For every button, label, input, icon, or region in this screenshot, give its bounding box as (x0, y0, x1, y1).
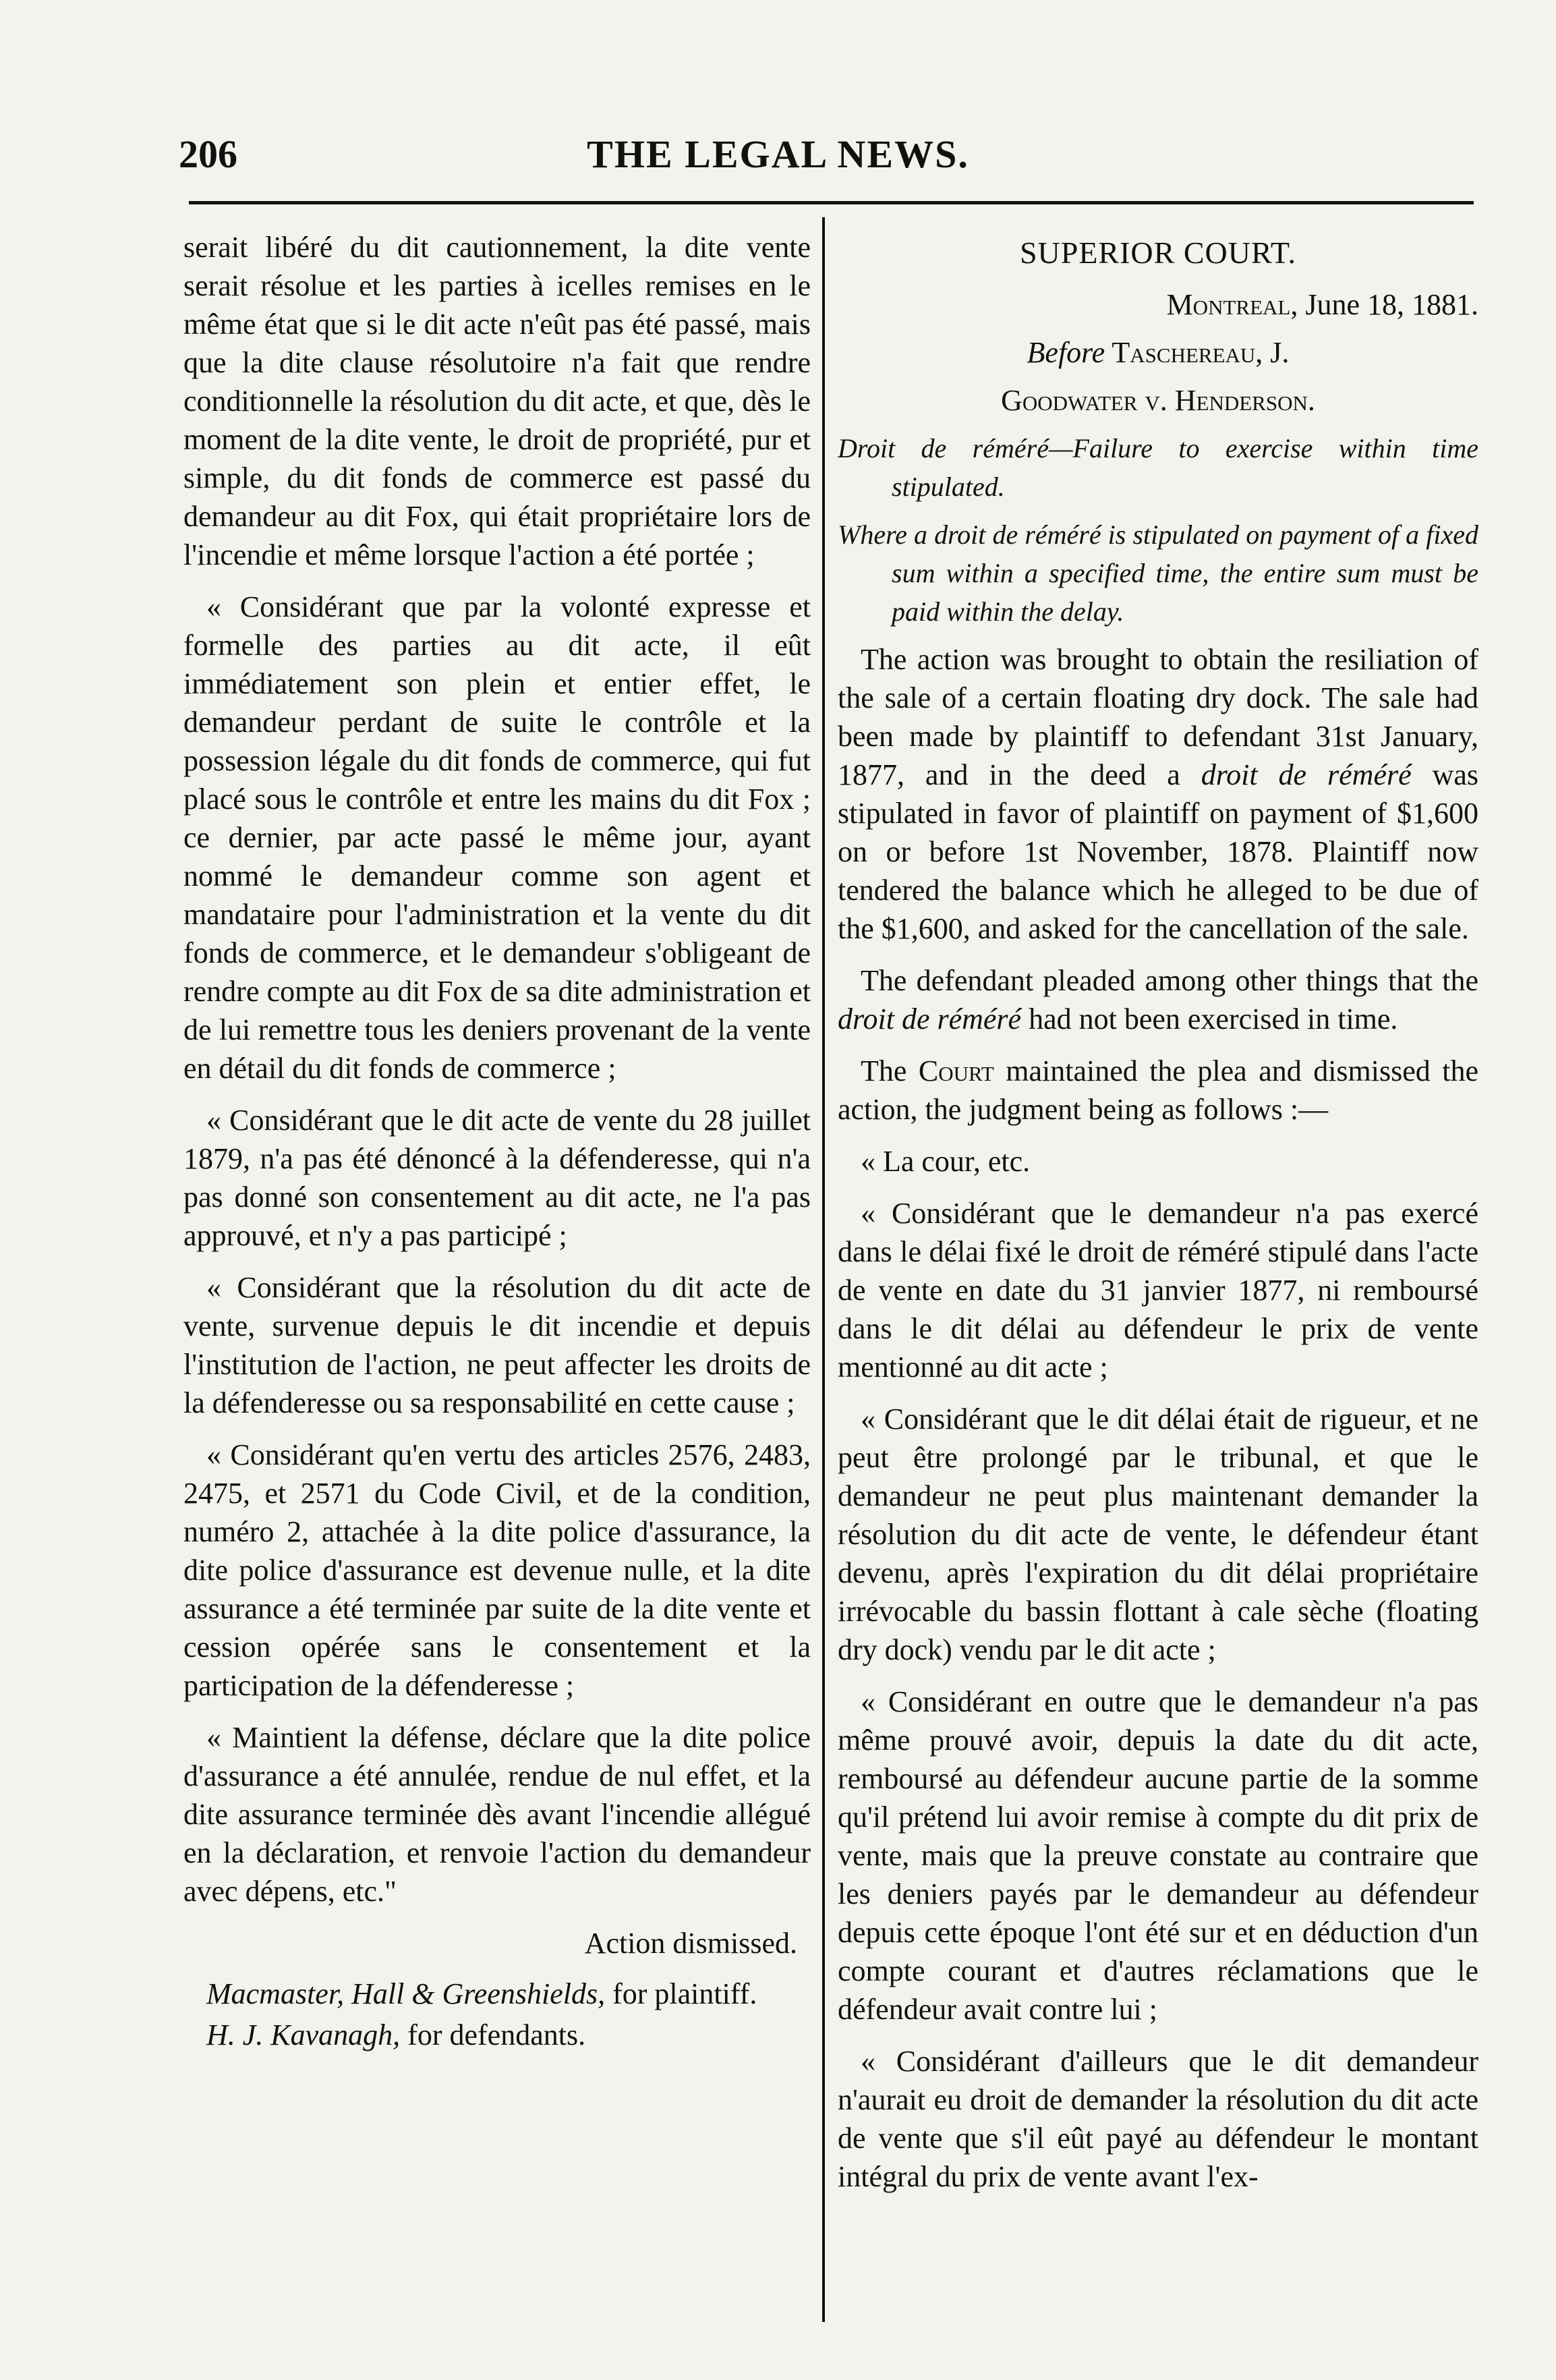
headnote: Droit de réméré—Failure to exercise within time stipulated. (838, 433, 1478, 502)
judge-name: Taschereau, J. (1105, 336, 1290, 369)
left-column (183, 228, 811, 2057)
counsel-names: H. J. Kavanagh, (206, 2018, 401, 2051)
right-column (838, 228, 1478, 2209)
paragraph: « Considérant en outre que le demandeur n'a pas même prouvé avoir, depuis la date du dit acte, remboursé au défendeur aucune partie de la somme qu'il prétend lui avoir remise à compte du dit prix de vente, mais que la preuve constate au contraire que les deniers payés par le demandeur au défendeur depuis cette époque l'ont été sur et en déduction d'un compte courant et d'autres réclamations que le défendeur avait contre lui ; (838, 1685, 1478, 2026)
judge-line (838, 333, 1478, 372)
disposition: Action dismissed. (584, 1927, 797, 1960)
paragraph: « La cour, etc. (861, 1145, 1031, 1178)
text-run: had not been exercised in time. (1021, 1002, 1398, 1036)
text-run: Court (918, 1054, 994, 1087)
paragraph: « Considérant que le demandeur n'a pas exercé dans le délai fixé le droit de réméré stipulé dans l'acte de vente en date du 31 janvier 1877, ni remboursé dans le dit délai au défendeur le prix de vente mentionné au dit acte ; (838, 1197, 1478, 1384)
text-run: was stipulated in favor of plaintiff on payment of $1,600 on or before 1st November, 1878. Plaintiff now tendered the balance which he alleged to be due of the $1,600, and asked for the cancellation of the sale. (838, 758, 1478, 945)
page-number: 206 (179, 132, 237, 176)
paragraph: « Considérant que par la volonté expresse et formelle des parties au dit acte, il eût immédiatement son plein et entier effet, le demandeur perdant de suite le contrôle et la possession légale du dit fonds de commerce, qui fut placé sous le contrôle et entre les mains du dit Fox ; ce dernier, par acte passé le même jour, ayant nommé le demandeur comme son agent et mandataire pour l'administration et la vente du dit fonds de commerce, et le demandeur s'obligeant de rendre compte au dit Fox de sa dite administration et de lui remettre tous les deniers provenant de la vente en détail du dit fonds de commerce ; (183, 590, 811, 1085)
paragraph (838, 1052, 1478, 1129)
counsel-role: for plaintiff. (605, 1977, 757, 2010)
paragraph: « Considérant que la résolution du dit acte de vente, survenue depuis le dit incendie et depuis l'institution de l'action, ne peut affecter les droits de la défenderesse ou sa responsabilité en cette cause ; (183, 1271, 811, 1419)
header-rule (189, 201, 1474, 204)
counsel-names: Macmaster, Hall & Greenshields, (206, 1977, 606, 2010)
paragraph (838, 961, 1478, 1038)
paragraph: « Considérant que le dit acte de vente du 28 juillet 1879, n'a pas été dénoncé à la défenderesse, qui n'a pas donné son consentement au dit acte, ne l'a pas approuvé, et n'y a pas participé ; (183, 1104, 811, 1252)
paragraph: « Maintient la défense, déclare que la dite police d'assurance a été annulée, rendue de nul effet, et la dite assurance terminée dès avant l'incendie allégué en la déclaration, et renvoie l'action du demandeur avec dépens, etc." (183, 1721, 811, 1908)
paragraph: serait libéré du dit cautionnement, la dite vente serait résolue et les parties à icelles remises en le même état que si le dit acte n'eût pas été passé, mais que la dite clause résolutoire n'a fait que rendre conditionnelle la résolution du dit acte, et que, dès le moment de la dite vente, le droit de propriété, pur et simple, du dit fonds de commerce est passé du demandeur au dit Fox, qui était propriétaire lors de l'incendie et même lorsque l'action a été portée ; (183, 231, 811, 571)
text-run: droit de réméré (838, 1002, 1022, 1036)
date: June 18, 1881. (1298, 288, 1478, 321)
text-run: droit de réméré (1201, 758, 1412, 791)
paragraph: « Considérant qu'en vertu des articles 2576, 2483, 2475, et 2571 du Code Civil, et de la condition, numéro 2, attachée à la dite police d'assurance, la dite police d'assurance est devenue nulle, et la dite assurance a été terminée par suite de la dite vente et cession opérée sans le consentement et la participation de la défenderesse ; (183, 1438, 811, 1702)
text-run: The action was brought to obtain the resiliation of the sale of a certain floating dry dock. The sale had been made by plaintiff to defendant 31st January, 1877, and in the deed a (838, 643, 1478, 791)
counsel-role: for defendants. (400, 2018, 586, 2051)
paragraph: « Considérant d'ailleurs que le dit demandeur n'aurait eu droit de demander la résolution du dit acte de vente que s'il eût payé au défendeur le montant intégral du prix de vente avant l'ex- (838, 2045, 1478, 2193)
holding: Where a droit de réméré is stipulated on payment of a fixed sum within a specified time, the entire sum must be paid within the delay. (838, 519, 1478, 627)
text-run: maintained the plea and dismissed the action, the judgment being as follows :— (838, 1054, 1478, 1126)
paragraph: « Considérant que le dit délai était de rigueur, et ne peut être prolongé par le tribunal, et que le demandeur ne peut plus maintenant demander la résolution du dit acte de vente, le défendeur étant devenu, après l'expiration du dit délai propriétaire irrévocable du bassin flottant à cale sèche (floating dry dock) vendu par le dit acte ; (838, 1402, 1478, 1666)
court-heading: SUPERIOR COURT. (1019, 235, 1297, 270)
place: Montreal, (1166, 288, 1298, 321)
before-label: Before (1027, 336, 1105, 369)
counsel-plaintiff (183, 1975, 811, 2013)
paragraph (838, 640, 1478, 948)
column-divider (822, 217, 825, 2322)
dateline (838, 285, 1478, 324)
running-head-title: THE LEGAL NEWS. (587, 132, 969, 176)
text-run: The (861, 1054, 919, 1087)
counsel-defendant (183, 2016, 811, 2054)
text-run: The defendant pleaded among other things that the (861, 964, 1478, 997)
case-title: Goodwater v. Henderson. (1001, 384, 1315, 417)
